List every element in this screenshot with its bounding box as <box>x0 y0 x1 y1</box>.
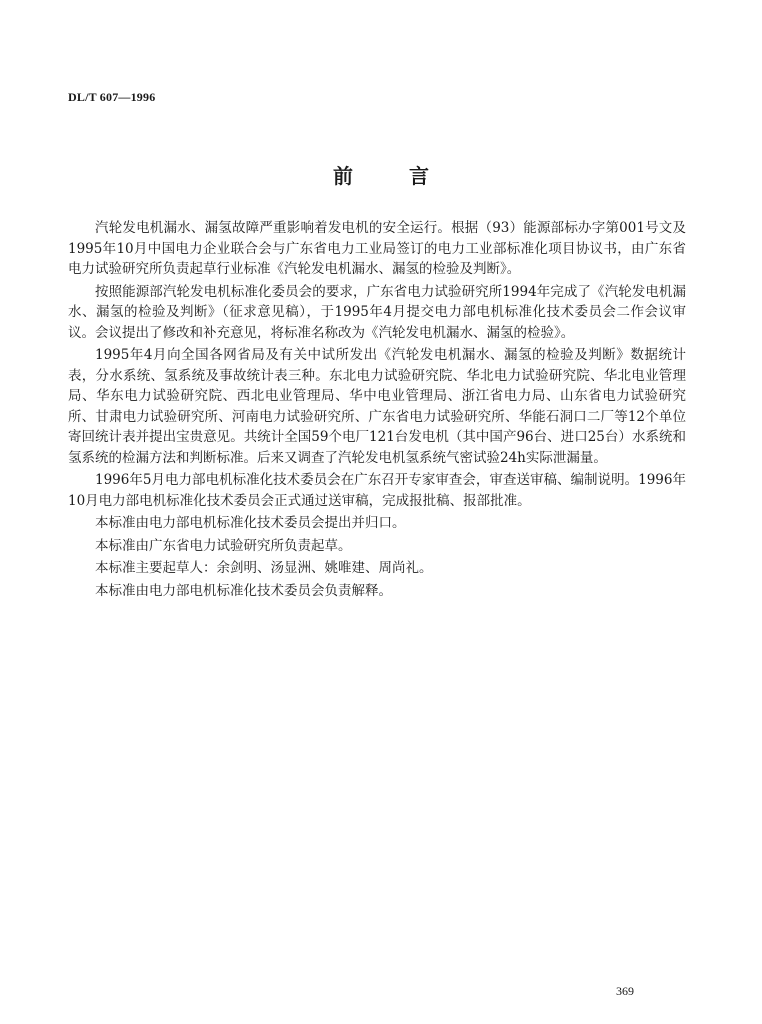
page-number: 369 <box>616 984 634 998</box>
paragraph-background: 汽轮发电机漏水、漏氢故障严重影响着发电机的安全运行。根据（93）能源部标办字第001号文及1995年10月中国电力企业联合会与广东省电力工业局签订的电力工业部标准化项目协议书，由广东省电力试验研究所负责起草行业标准《汽轮发电机漏水、漏氢的检验及判断》。 <box>68 220 686 277</box>
paragraph-drafters: 本标准主要起草人：余剑明、汤显洲、姚唯建、周尚礼。 <box>95 560 433 576</box>
page-title <box>0 160 762 189</box>
title-char-2: 言 <box>409 164 429 188</box>
paragraph-survey: 1995年4月向全国各网省局及有关中试所发出《汽轮发电机漏水、漏氢的检验及判断》数据统计表，分水系统、氢系统及事故统计表三种。东北电力试验研究院、华北电力试验研究院、华北电业管理局、华东电力试验研究院、西北电业管理局、华中电业管理局、浙江省电力局、山东省电力试验研究所、甘肃电力试验研究所、河南电力试验研究所、广东省电力试验研究所、华能石洞口二厂等12个单位寄回统计表并提出宝贵意见。共统计全国59个电厂121台发电机（其中国产96台、进口25台）水系统和氢系统的检漏方法和判断标准。后来又调查了汽轮发电机氢系统气密试验24h实际泄漏量。 <box>68 347 686 466</box>
paragraph-interpretation: 本标准由电力部电机标准化技术委员会负责解释。 <box>95 582 392 599</box>
title-char-1: 前 <box>333 164 353 188</box>
paragraph-drafting: 按照能源部汽轮发电机标准化委员会的要求，广东省电力试验研究所1994年完成了《汽轮发电机漏水、漏氢的检验及判断》（征求意见稿），于1995年4月提交电力部电机标准化技术委员会二作会议审议。会议提出了修改和补充意见，将标准名称改为《汽轮发电机漏水、漏氢的检验》。 <box>68 283 686 341</box>
paragraph-drafting-unit: 本标准由广东省电力试验研究所负责起草。 <box>95 537 352 554</box>
paragraph-proposer: 本标准由电力部电机标准化技术委员会提出并归口。 <box>95 515 406 531</box>
foreword-body <box>68 218 686 603</box>
paragraph-review: 1996年5月电力部电机标准化技术委员会在广东召开专家审查会，审查送审稿、编制说明。1996年10月电力部电机标准化技术委员会正式通过送审稿，完成报批稿、报部批准。 <box>68 472 686 509</box>
standard-code: DL/T 607—1996 <box>68 90 156 104</box>
